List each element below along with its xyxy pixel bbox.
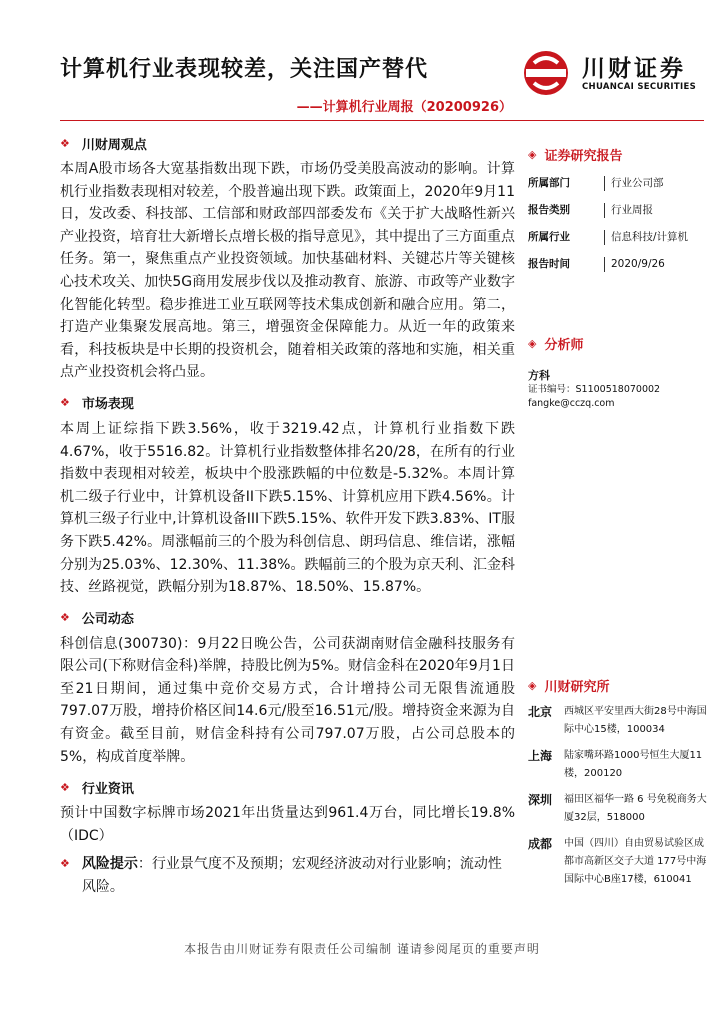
- market-paragraph: 本周上证综指下跌3.56%，收于3219.42点，计算机行业指数下跌4.67%，收于5516.82。计算机行业指数整体排名20/28，在所有的行业指数中表现相对较差，板块中个股涨跌幅的中位数是-5.32%。本周计算机二级子行业中，计算机设备II下跌5.15%、计算机应用下跌4.56%。计算机三级子行业中,计算机设备III下跌5.15%、软件开发下跌3.83%、IT服务下跌5.42%。周涨幅前三的个股为科创信息、朗玛信息、维信诺，涨幅分别为25.03%、12.30%、11.38%。跌幅前三的个股为京天利、汇金科技、丝路视觉，跌幅分别为18.87%、18.50%、15.87%。: [60, 420, 515, 596]
- office-beijing: [528, 703, 708, 739]
- info-value: 2020/9/26: [604, 257, 665, 272]
- office-address: 陆家嘴环路1000号恒生大厦11楼，200120: [564, 750, 703, 779]
- info-row-category: [528, 203, 708, 218]
- info-key: 报告类别: [528, 204, 570, 216]
- section-title-weekly-view: 川财周观点: [81, 137, 147, 153]
- analyst-name: 方科: [528, 369, 550, 382]
- info-row-industry: [528, 230, 708, 245]
- diamond-bullet-icon: ❖: [60, 780, 70, 794]
- weekly-view-paragraph: 本周A股市场各大宽基指数出现下跌，市场仍受美股高波动的影响。计算机行业指数表现相对较差，个股普遍出现下跌。政策面上，2020年9月11日，发改委、科技部、工信部和财政部四部委发布《关于扩大战略性新兴产业投资，培育壮大新增长点增长极的指导意见》，其中提出了三方面重点任务。第一，聚焦重点产业投资领域。加快基础材料、关键芯片等关键核心技术攻关、加快5G商用发展步伐以及推动教育、旅游、市政等产业数字化智能化转型。稳步推进工业互联网等技术集成创新和融合应用。第二，打造产业集聚发展高地。第三，增强资金保障能力。从近一年的政策来看，科技板块是中长期的投资机会，随着相关政策的落地和实施，相关重点产业投资机会将凸显。: [60, 161, 515, 381]
- section-heading: [60, 130, 515, 156]
- report-subtitle: ——计算机行业周报（20200926）: [296, 100, 512, 115]
- analyst-email[interactable]: fangke@cczq.com: [528, 398, 615, 409]
- analyst-heading: [528, 334, 708, 353]
- risk-label: 风险提示: [81, 856, 138, 873]
- office-city: 成都: [528, 837, 553, 851]
- institute-marker-icon: ◈: [528, 679, 537, 692]
- section-title-company-news: 公司动态: [81, 612, 134, 628]
- main-content: [60, 130, 515, 899]
- office-address: 福田区福华一路 6 号免税商务大厦32层，518000: [564, 794, 707, 823]
- report-heading-text: 证券研究报告: [544, 149, 623, 164]
- office-city: 深圳: [528, 793, 553, 807]
- info-row-department: [528, 176, 708, 191]
- diamond-bullet-icon: ❖: [60, 396, 70, 410]
- analyst-marker-icon: ◈: [528, 337, 537, 350]
- risk-warning: [60, 853, 515, 898]
- info-row-date: [528, 257, 708, 272]
- institute-heading-text: 川财研究所: [544, 680, 610, 695]
- info-key: 所属行业: [528, 231, 570, 243]
- logo-name-en: CHUANCAI SECURITIES: [582, 82, 696, 92]
- report-info-heading: [528, 145, 708, 164]
- company-logo: [520, 48, 710, 98]
- chuancai-logo-icon: [520, 48, 572, 98]
- section-title-industry-news: 行业资讯: [81, 781, 134, 797]
- header-divider: [60, 120, 704, 121]
- analyst-heading-text: 分析师: [544, 338, 584, 353]
- info-value: 行业公司部: [604, 176, 664, 191]
- sidebar: [528, 145, 708, 889]
- disclaimer-footer: 本报告由川财证券有限责任公司编制 谨请参阅尾页的重要声明: [184, 942, 540, 956]
- office-shanghai: [528, 747, 708, 783]
- info-key: 报告时间: [528, 258, 570, 270]
- industry-news-paragraph: 预计中国数字标牌市场2021年出货量达到961.4万台，同比增长19.8%（IDC）: [60, 805, 515, 844]
- analyst-certificate: 证书编号：S1100518070002: [528, 384, 661, 395]
- diamond-bullet-icon: ❖: [60, 611, 70, 625]
- diamond-bullet-icon: ❖: [60, 857, 70, 871]
- info-value: 行业周报: [604, 203, 653, 218]
- section-title-market: 市场表现: [81, 397, 134, 413]
- report-marker-icon: ◈: [528, 148, 537, 161]
- risk-text: ：行业景气度不及预期；宏观经济波动对行业影响；流动性风险。: [81, 856, 502, 896]
- office-address: 西城区平安里西大街28号中海国际中心15楼，100034: [564, 706, 707, 735]
- section-heading: [60, 390, 515, 416]
- logo-name-cn: 川财证券: [582, 56, 686, 82]
- diamond-bullet-icon: ❖: [60, 136, 70, 150]
- section-heading: [60, 605, 515, 631]
- office-address: 中国（四川）自由贸易试验区成都市高新区交子大道 177号中海国际中心B座17楼，610041: [564, 838, 707, 885]
- info-value: 信息科技/计算机: [604, 230, 688, 245]
- office-shenzhen: [528, 791, 708, 827]
- info-key: 所属部门: [528, 177, 570, 189]
- institute-heading: [528, 676, 708, 695]
- office-city: 上海: [528, 749, 553, 763]
- office-city: 北京: [528, 705, 553, 719]
- company-news-paragraph: 科创信息(300730)：9月22日晚公告，公司获湖南财信金融科技服务有限公司(下称财信金科)举牌，持股比例为5%。财信金科在2020年9月1日至21日期间，通过集中竞价交易方式，合计增持公司无限售流通股797.07万股，增持价格区间14.6元/股至16.51元/股。增持资金来源为自有资金。截至目前，财信金科持有公司797.07万股，占公司总股本的5%，构成首度举牌。: [60, 635, 515, 765]
- report-title: 计算机行业表现较差，关注国产替代: [60, 57, 429, 82]
- office-chengdu: [528, 835, 708, 889]
- section-heading: [60, 774, 515, 800]
